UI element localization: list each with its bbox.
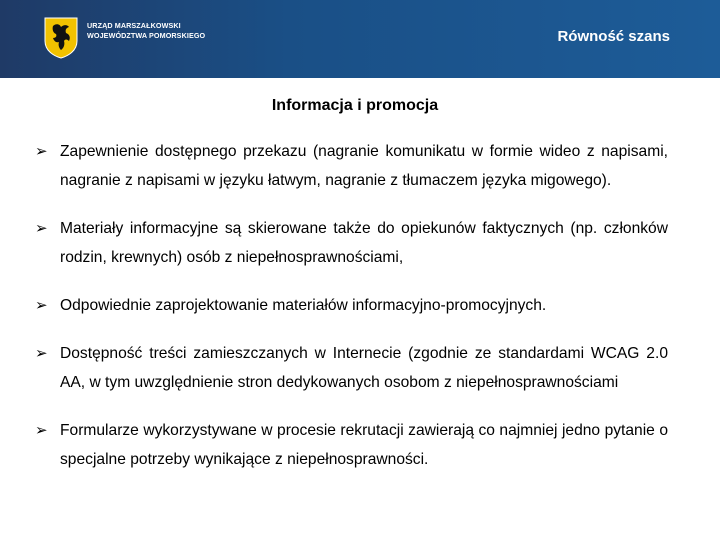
list-item <box>34 137 668 195</box>
list-item-text: Materiały informacyjne są skierowane także do opiekunów faktycznych (np. członków rodzin, krewnych) osób z niepełnosprawnościami, <box>60 220 668 266</box>
arrow-bullet-icon: ➢ <box>35 297 48 314</box>
list-item-text: Formularze wykorzystywane w procesie rekrutacji zawierają co najmniej jedno pytanie o specjalne potrzeby wynikające z niepełnosprawności. <box>60 422 668 468</box>
list-item <box>34 339 668 397</box>
list-item-text: Zapewnienie dostępnego przekazu (nagranie komunikatu w formie wideo z napisami, nagranie z napisami w języku łatwym, nagranie z tłumaczem języka migowego). <box>60 143 668 189</box>
section-title: Równość szans <box>557 28 670 45</box>
griffin-crest-icon <box>44 17 78 59</box>
list-item-text: Dostępność treści zamieszczanych w Internecie (zgodnie ze standardami WCAG 2.0 AA, w tym uwzględnienie stron dedykowanych osobom z niepełnosprawnościami <box>60 345 668 391</box>
arrow-bullet-icon: ➢ <box>35 422 48 439</box>
organization-name-line2: WOJEWÓDZTWA POMORSKIEGO <box>87 31 206 40</box>
organization-name-line1: URZĄD MARSZAŁKOWSKI <box>87 21 181 30</box>
list-item-text: Odpowiednie zaprojektowanie materiałów informacyjno-promocyjnych. <box>60 297 547 314</box>
arrow-bullet-icon: ➢ <box>35 220 48 237</box>
list-item <box>34 214 668 272</box>
list-item <box>34 291 668 320</box>
arrow-bullet-icon: ➢ <box>35 143 48 160</box>
header-bar <box>0 0 720 78</box>
arrow-bullet-icon: ➢ <box>35 345 48 362</box>
slide-heading: Informacja i promocja <box>271 97 439 114</box>
list-item <box>34 416 668 474</box>
bullet-list <box>34 137 668 493</box>
organization-name <box>87 21 205 41</box>
